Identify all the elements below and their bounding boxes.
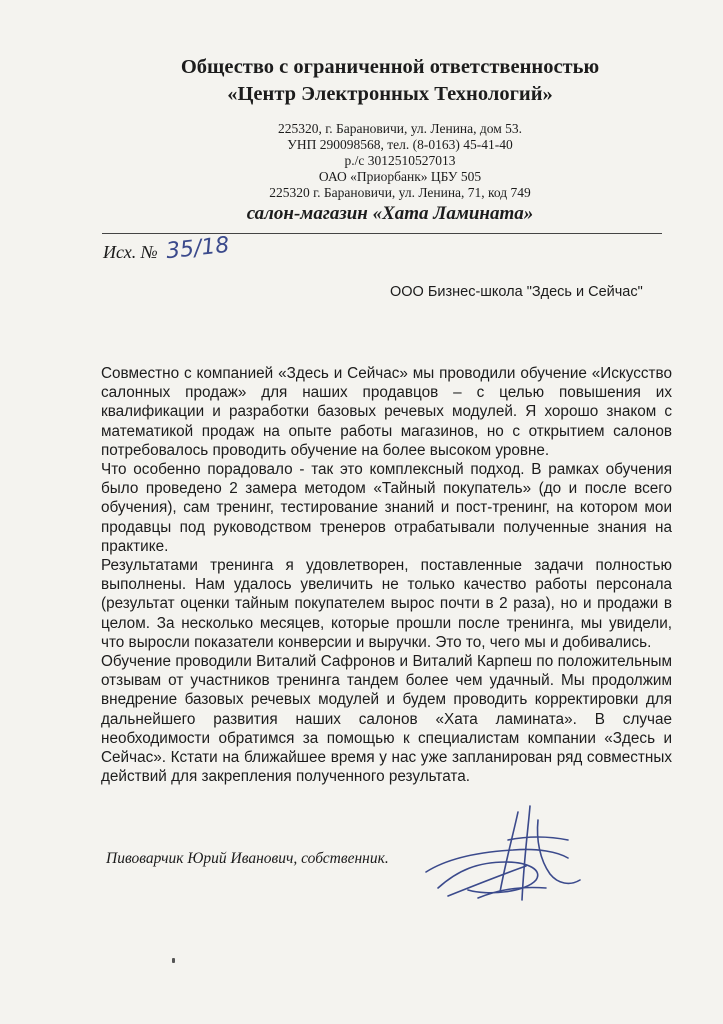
letter-body: [101, 364, 672, 786]
company-bank: ОАО «Приорбанк» ЦБУ 505: [318, 169, 482, 184]
company-address: 225320, г. Барановичи, ул. Ленина, дом 53.: [277, 121, 523, 136]
handwritten-signature: [418, 800, 598, 910]
body-paragraph: Результатами тренинга я удовлетворен, поставленные задачи полностью выполнены. Нам удалось увеличить не только качество работы персонала (результат оценки тайным покупателем вырос почти в 2 раза), но и продажи в целом. За несколько месяцев, которые прошли после тренинга, мы увидели, что выросли показатели конверсии и выручки. Это то, чего мы и добивались.: [101, 557, 672, 651]
body-paragraph: Обучение проводили Виталий Сафронов и Виталий Карпеш по положительным отзывам от участников тренинга тандем более чем удачный. Мы продолжим внедрение базовых речевых модулей и будем проводить корректировки для дальнейшего развития наших салонов «Хата ламината». В случае необходимости обратимся за помощью к специалистам компании «Здесь и Сейчас». Кстати на ближайшее время у нас уже запланирован ряд совместных действий для закрепления полученного результата.: [101, 653, 672, 786]
company-name-line1: Общество с ограниченной ответственностью: [180, 56, 600, 78]
body-paragraph: Что особенно порадовало - так это комплексный подход. В рамках обучения было проведено 2 замера методом «Тайный покупатель» (до и после всего обучения), сам тренинг, тестирование знаний и пост-тренинг, на котором мои продавцы под руководством тренеров отрабатывали полученные знания на практике.: [101, 461, 672, 555]
header-divider: [102, 233, 662, 234]
recipient: ООО Бизнес-школа "Здесь и Сейчас": [390, 284, 643, 300]
shop-name: салон-магазин «Хата Ламината»: [246, 203, 534, 224]
scan-speck: [172, 958, 175, 963]
outgoing-number-handwritten: 35/18: [164, 232, 231, 265]
company-unp-phone: УНП 290098568, тел. (8-0163) 45-41-40: [287, 137, 513, 152]
company-name-line2: «Центр Электронных Технологий»: [227, 83, 553, 105]
outgoing-number-label: Исх. №: [103, 242, 158, 262]
body-paragraph: Совместно с компанией «Здесь и Сейчас» мы проводили обучение «Искусство салонных продаж» для наших продавцов – с целью повышения их квалификации и разработки базовых речевых модулей. Я хорошо знаком с математикой продаж на опыте работы магазинов, но с открытием салонов потребовалось проводить обучение на более высоком уровне.: [101, 365, 672, 459]
signatory-name: Пивоварчик Юрий Иванович, собственник.: [106, 850, 389, 867]
company-bank-address: 225320 г. Барановичи, ул. Ленина, 71, код 749: [269, 185, 531, 200]
company-account: р./с 3012510527013: [344, 153, 456, 168]
